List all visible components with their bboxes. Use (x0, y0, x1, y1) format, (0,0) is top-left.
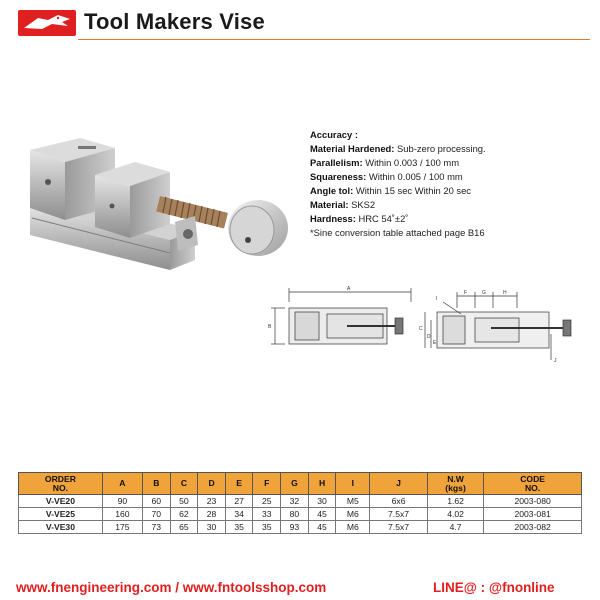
col-header: F (253, 473, 281, 495)
col-header: H (308, 473, 336, 495)
spec-row: Material Hardened: Sub-zero processing. (310, 143, 486, 154)
footer-websites-link[interactable]: www.fnengineering.com / www.fntoolsshop.com (16, 580, 327, 595)
spec-note: *Sine conversion table attached page B16 (310, 227, 485, 238)
table-row: V-VE30 175 73 65 30 35 35 93 45 M6 7.5x7 4.7 2003-082 (19, 521, 582, 534)
dim-label-f: F (464, 290, 468, 296)
dimension-drawing (265, 282, 590, 367)
col-header: C (170, 473, 198, 495)
accuracy-heading: Accuracy : (310, 129, 358, 140)
dim-label-e: E (433, 340, 437, 346)
table-row: V-VE20 90 60 50 23 27 25 32 30 M5 6x6 1.62 2003-080 (19, 495, 582, 508)
dim-label-h: H (503, 290, 507, 296)
spec-row: Angle tol: Within 15 sec Within 20 sec (310, 185, 471, 196)
col-header: CODE NO. (484, 473, 582, 495)
col-header: B (142, 473, 170, 495)
dim-label-b: B (268, 324, 272, 330)
dim-label-a: A (347, 286, 351, 292)
dim-label-d: D (427, 334, 431, 340)
table-header-row (19, 473, 582, 495)
col-header: J (370, 473, 428, 495)
spec-row: Squareness: Within 0.005 / 100 mm (310, 171, 463, 182)
dim-label-j: J (554, 358, 557, 364)
footer-line-id: LINE@ : @fnonline (433, 580, 555, 595)
col-header: ORDER NO. (19, 473, 103, 495)
dim-label-c: C (419, 326, 423, 332)
dim-label-g: G (482, 290, 486, 296)
spec-row: Material: SKS2 (310, 199, 376, 210)
spec-table (18, 472, 582, 534)
col-header: I (336, 473, 370, 495)
page-header (12, 6, 588, 40)
col-header: E (225, 473, 253, 495)
table-row: V-VE25 160 70 62 28 34 33 80 45 M6 7.5x7 4.02 2003-081 (19, 508, 582, 521)
col-header: N.W (kgs) (427, 473, 483, 495)
specifications-block (310, 128, 590, 240)
spec-row: Parallelism: Within 0.003 / 100 mm (310, 157, 460, 168)
col-header: G (281, 473, 309, 495)
col-header: D (198, 473, 226, 495)
header-divider (78, 39, 590, 40)
vise-product-image (20, 110, 300, 300)
brand-logo-icon (18, 10, 76, 36)
spec-row: Hardness: HRC 54˚±2˚ (310, 213, 409, 224)
dim-label-i: I (436, 296, 438, 302)
col-header: A (102, 473, 142, 495)
page-title: Tool Makers Vise (84, 9, 265, 34)
